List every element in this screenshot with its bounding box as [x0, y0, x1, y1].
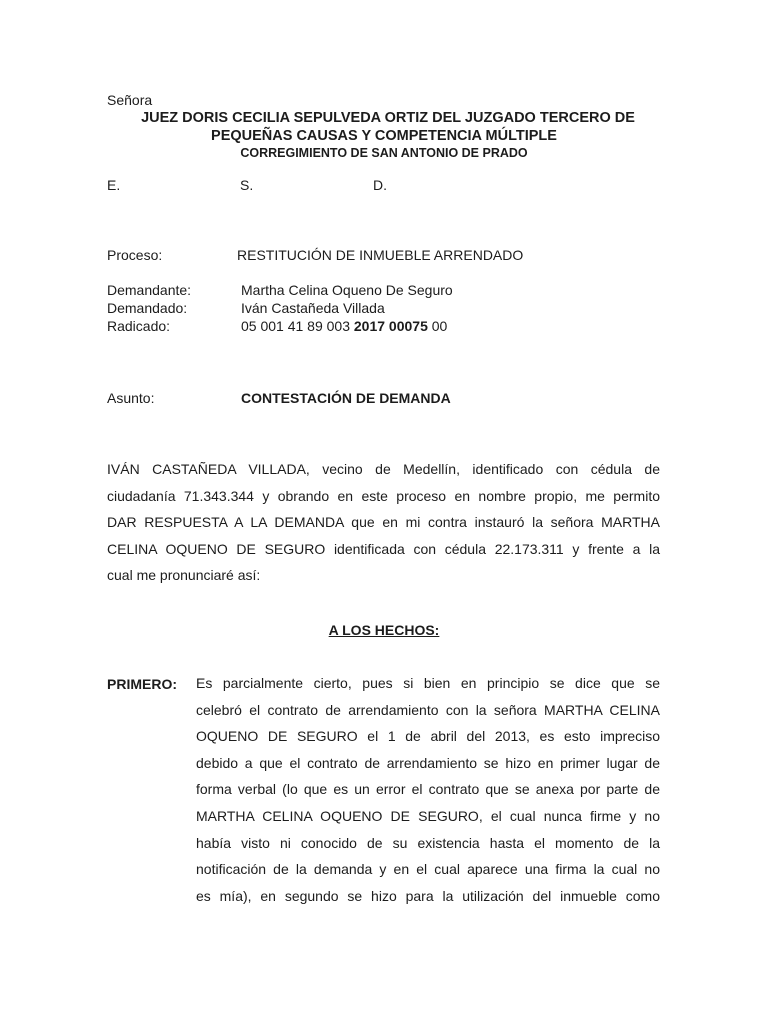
radicado-number-bold: 2017 00075 [353, 318, 428, 334]
section-heading: A LOS HECHOS: [328, 622, 440, 638]
primero-line: notificación de la demanda y en el cual aparece una firma la cual no [196, 861, 660, 878]
asunto-label: Asunto: [107, 390, 155, 406]
intro-line: cual me pronunciaré así: [107, 567, 261, 584]
proceso-value: RESTITUCIÓN DE INMUEBLE ARRENDADO [237, 247, 524, 263]
intro-line: CELINA OQUENO DE SEGURO identificada con cédula 22.173.311 y frente a la [107, 540, 660, 557]
primero-line: OQUENO DE SEGURO el 1 de abril del 2013, es esto impreciso [196, 728, 660, 745]
demandante-label: Demandante: [107, 282, 192, 298]
primero-line: celebró el contrato de arrendamiento con la señora MARTHA CELINA [196, 701, 660, 718]
demandante-value: Martha Celina Oqueno De Seguro [241, 282, 453, 298]
radicado-label: Radicado: [107, 318, 171, 334]
salutation: Señora [107, 92, 153, 108]
radicado-suffix: 00 [427, 318, 448, 334]
esd-s: S. [240, 177, 254, 193]
primero-label: PRIMERO: [107, 676, 177, 692]
demandado-value: Iván Castañeda Villada [241, 300, 385, 316]
primero-paragraph [196, 670, 660, 909]
intro-line: DAR RESPUESTA A LA DEMANDA que en mi contra instauró la señora MARTHA [107, 514, 660, 531]
primero-line: había visto ni conocido de su existencia hasta el momento de la [196, 834, 660, 851]
demandado-label: Demandado: [107, 300, 188, 316]
primero-line: debido a que el contrato de arrendamiento se hizo en primer lugar de [196, 754, 660, 771]
addressee-line-2: PEQUEÑAS CAUSAS Y COMPETENCIA MÚLTIPLE [211, 128, 557, 144]
intro-line: IVÁN CASTAÑEDA VILLADA, vecino de Medellín, identificado con cédula de [107, 461, 660, 477]
primero-line: MARTHA CELINA OQUENO DE SEGURO, el cual nunca firme y no [196, 807, 660, 824]
primero-line: es mía), en segundo se hizo para la utilización del inmueble como [196, 887, 660, 904]
addressee-line-3: CORREGIMIENTO DE SAN ANTONIO DE PRADO [240, 146, 528, 160]
esd-d: D. [373, 177, 387, 193]
proceso-label: Proceso: [107, 247, 163, 263]
intro-line: ciudadanía 71.343.344 y obrando en este proceso en nombre propio, me permito [107, 487, 660, 504]
radicado-value [241, 318, 447, 335]
primero-line: forma verbal (lo que es un error el contrato que se anexa por parte de [196, 781, 660, 798]
radicado-prefix: 05 001 41 89 003 [241, 318, 354, 334]
addressee-line-1: JUEZ DORIS CECILIA SEPULVEDA ORTIZ DEL JUZGADO TERCERO DE [141, 110, 635, 126]
intro-paragraph [107, 456, 660, 589]
primero-line: Es parcialmente cierto, pues si bien en principio se dice que se [196, 675, 660, 691]
esd-e: E. [107, 177, 121, 193]
asunto-value: CONTESTACIÓN DE DEMANDA [241, 390, 451, 406]
